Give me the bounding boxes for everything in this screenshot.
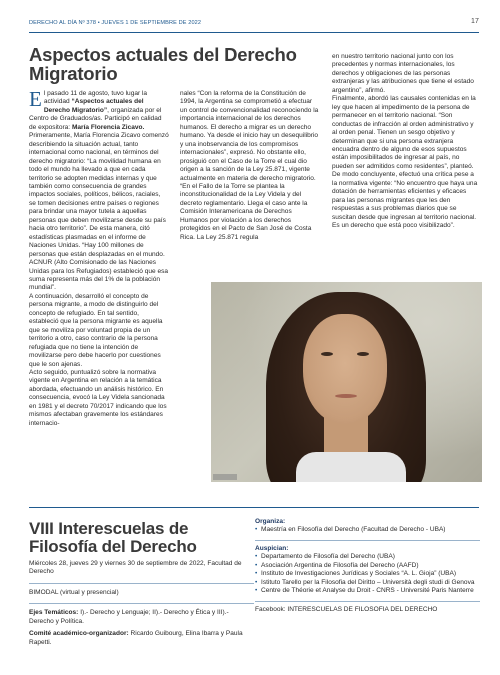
photo-face bbox=[303, 314, 387, 424]
bullet-icon: • bbox=[255, 561, 258, 569]
page-number: 17 bbox=[471, 18, 479, 25]
article-column-1 bbox=[29, 87, 169, 428]
article-column-2 bbox=[180, 90, 320, 242]
bullet-icon: • bbox=[255, 578, 258, 586]
article-paragraph: Acto seguido, puntualizó sobre la normativa vigente en Argentina en relación a la temática abordada, efectuando un análisis histórico. En consecuencia, evocó la Ley Videla sancionada en 1981 y el decreto 70/2017 indicando que los mismos afectaban gravemente los estándares internacio- bbox=[29, 368, 167, 427]
committee-label: Comité académico-organizador: bbox=[29, 630, 129, 638]
article-title: Aspectos actuales del Derecho Migratorio bbox=[29, 44, 297, 84]
section-rule bbox=[29, 507, 479, 508]
list-item-text: Instituto de Investigaciones Jurídicas y Sociales “A. L. Gioja” (UBA) bbox=[261, 570, 457, 578]
article-paragraph: De modo concluyente, efectuó una crítica pese a la normativa vigente: “No encuentro que haya una dotación de herramientas eficientes y eficaces para las personas migrantes que les den respuestas a sus problemas diarios que se suscitan desde que ingresan al territorio nacional. Es un derecho que está poco visibilizado”. bbox=[332, 171, 478, 230]
list-item-text: Departamento de Filosofía del Derecho (UBA) bbox=[261, 553, 395, 561]
photo-mouth bbox=[335, 394, 357, 398]
list-item bbox=[255, 570, 480, 578]
auspician-label: Auspician: bbox=[255, 544, 289, 552]
organiza-label: Organiza: bbox=[255, 518, 286, 525]
event-dates: Miércoles 28, jueves 29 y viernes 30 de septiembre de 2022, Facultad de Derecho bbox=[29, 560, 242, 576]
event-topics bbox=[29, 609, 254, 626]
bullet-icon: • bbox=[255, 553, 258, 561]
dropcap: E bbox=[29, 87, 42, 111]
article-paragraph: Primeramente, María Florencia Zicavo comenzó describiendo la situación actual, tanto internacional como nacional, en términos del derecho migratorio: “La movilidad humana en todo el mundo ha llevado a que en cada territorio se adopten medidas internas y que también como consecuencia de grandes impactos sociales, políticos, bélicos, raciales, se tomen decisiones entre países o regiones para brindar una mayor tutela a aquellas personas que deben movilizarse desde su país hacia otro territorio”. De esta manera, citó estadísticas plasmadas en el informe de Naciones Unidas. “Hay 100 millones de personas que están desplazadas en el mundo. ACNUR (Alto Comisionado de las Naciones Unidas para los Refugiados) estableció que esa suma representa más del 1% de la población mundial”. bbox=[29, 132, 169, 292]
topics-label: Ejes Temáticos: bbox=[29, 609, 79, 617]
committee-text: Ricardo Guibourg, Elina Ibarra y Paula Rapetti. bbox=[29, 630, 243, 646]
list-item bbox=[255, 526, 480, 534]
activity-name: “Aspectos actuales del Derecho Migratorio” bbox=[43, 98, 144, 114]
bullet-icon: • bbox=[255, 570, 258, 578]
article-paragraph: A continuación, desarrolló el concepto de persona migrante, a modo de distinguirlo del concepto de refugiado. En tal sentido, estableció que la persona migrante es aquella que se moviliza por voluntad propia de un territorio a otro, caso contrario de la persona refugiada que no tiene la intención de movilizarse pero debe hacerlo por cuestiones que le son ajenas. bbox=[29, 292, 163, 368]
article-paragraph bbox=[29, 87, 169, 132]
event-details bbox=[29, 560, 254, 651]
article-paragraph: nales “Con la reforma de la Constitución de 1994, la Argentina se comprometió a efectuar un control de convencionalidad reconociendo la importancia internacional de los derechos humanos. El derecho a migrar es un derecho humano. Ya desde el inicio hay un desequilibrio y una inobservancia de los compromisos internacionales”, expresó. No obstante ello, prosiguió con el Caso de la Torre el cual dio origen a la sanción de la Ley 25.871, vigente actualmente en materia de derecho migratorio. “En el Fallo de la Torre se plantea la inconstitucionalidad de la Ley Videla y del decreto reglamentario. Llega el caso ante la Comisión Interamericana de Derechos Humanos por violación a los derechos protegidos en el Pacto de San José de Costa Rica. La Ley 25.871 regula bbox=[180, 90, 319, 241]
bullet-icon: • bbox=[255, 526, 258, 534]
topics-text: I).- Derecho y Lenguaje; II).- Derecho y Ética y III).- Derecho y Política. bbox=[29, 609, 229, 625]
list-item bbox=[255, 553, 480, 561]
paragraph-text: l pasado 11 de agosto, tuvo lugar la actividad bbox=[43, 90, 148, 106]
video-label bbox=[213, 474, 237, 480]
list-item-text: Centre de Théorie et Analyse du Droit - CNRS - Université Paris Nanterre bbox=[261, 587, 474, 595]
list-item bbox=[255, 579, 480, 587]
photo-eye bbox=[357, 352, 369, 356]
bullet-icon: • bbox=[255, 587, 258, 595]
paragraph-text: , organizada por el Centro de Graduados/as. Participó en calidad de expositora: bbox=[29, 106, 162, 131]
list-item bbox=[255, 587, 480, 595]
list-item bbox=[255, 562, 480, 570]
list-item-text: Asociación Argentina de Filosofía del Derecho (AAFD) bbox=[261, 561, 419, 569]
event-committee bbox=[29, 630, 254, 647]
photo-shirt bbox=[296, 452, 406, 482]
list-item-text: Istituto Tarello per la Filosofia del Diritto – Università degli studi di Genova bbox=[261, 578, 475, 586]
article-paragraph: en nuestro territorio nacional junto con los precedentes y normas internacionales, los derechos y obligaciones de las personas extranjeras y las atribuciones que tiene el estado argentino”, afirmó. bbox=[332, 53, 474, 94]
speaker-photo bbox=[211, 282, 482, 482]
facebook-link[interactable]: Facebook: INTERESCUELAS DE FILOSOFIA DEL DERECHO bbox=[255, 605, 438, 613]
article-paragraph: Finalmente, abordó las causales contenidas en la ley que hacen al impedimento de la persona de permanecer en el territorio nacional. “Son conductas de infracción al orden administrativo y al orden penal. Tienen un sesgo objetivo y determinan que si una persona extranjera encuadra dentro de alguno de esos supuestos están imposibilitados de ingresar al país, no pueden ser admitidos como residentes”, planteó. bbox=[332, 95, 476, 170]
section-title: VIII Interescuelas de Filosofía del Derecho bbox=[29, 519, 197, 556]
divider bbox=[255, 601, 480, 602]
divider bbox=[29, 603, 254, 604]
divider bbox=[255, 540, 480, 541]
divider bbox=[29, 583, 254, 584]
list-item-text: Maestría en Filosofía del Derecho (Facultad de Derecho - UBA) bbox=[261, 526, 446, 534]
event-modality: BIMODAL (virtual y presencial) bbox=[29, 588, 119, 596]
running-header-text: DERECHO AL DÍA Nº 378 • JUEVES 1 DE SEPTIEMBRE DE 2022 bbox=[29, 20, 202, 26]
header-rule bbox=[29, 32, 479, 33]
running-header bbox=[29, 17, 479, 29]
photo-eye bbox=[321, 352, 333, 356]
article-column-3 bbox=[332, 53, 480, 231]
event-sponsors bbox=[255, 518, 480, 614]
speaker-name: María Florencia Zicavo. bbox=[71, 123, 145, 131]
